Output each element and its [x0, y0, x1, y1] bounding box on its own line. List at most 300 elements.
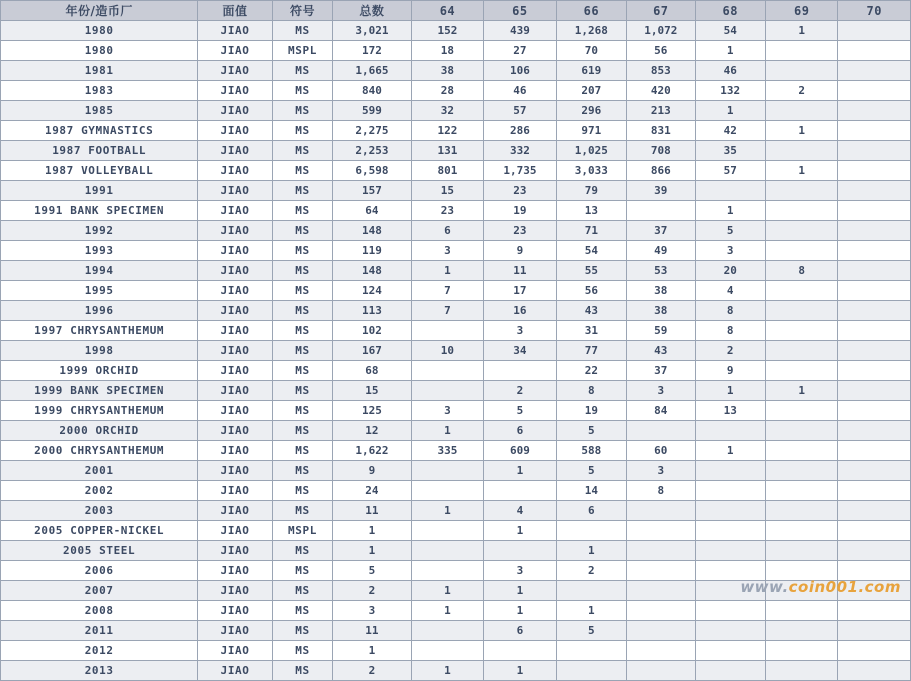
table-row[interactable]	[1, 621, 911, 641]
cell-g69: 1	[765, 21, 837, 41]
cell-g65: 1,735	[484, 161, 556, 181]
cell-g68: 35	[695, 141, 765, 161]
cell-g65: 23	[484, 221, 556, 241]
cell-symbol: MS	[272, 661, 332, 681]
cell-g65: 3	[484, 321, 556, 341]
cell-g64	[411, 621, 483, 641]
cell-denom: JIAO	[198, 601, 272, 621]
cell-year: 2011	[1, 621, 198, 641]
cell-g70	[838, 121, 911, 141]
cell-g68	[695, 581, 765, 601]
cell-g67: 59	[627, 321, 695, 341]
cell-g69	[765, 441, 837, 461]
table-header	[1, 1, 911, 21]
cell-g67: 37	[627, 221, 695, 241]
column-header-g65[interactable]: 65	[484, 1, 556, 21]
cell-symbol: MS	[272, 121, 332, 141]
cell-denom: JIAO	[198, 221, 272, 241]
cell-year: 1981	[1, 61, 198, 81]
cell-denom: JIAO	[198, 21, 272, 41]
cell-symbol: MS	[272, 461, 332, 481]
cell-g67: 43	[627, 341, 695, 361]
cell-g67	[627, 641, 695, 661]
cell-year: 1999 BANK SPECIMEN	[1, 381, 198, 401]
cell-g69	[765, 361, 837, 381]
cell-year: 1987 GYMNASTICS	[1, 121, 198, 141]
cell-g64: 1	[411, 581, 483, 601]
cell-symbol: MS	[272, 161, 332, 181]
cell-denom: JIAO	[198, 561, 272, 581]
table-row[interactable]	[1, 401, 911, 421]
cell-g70	[838, 61, 911, 81]
table-row[interactable]	[1, 141, 911, 161]
cell-g69	[765, 41, 837, 61]
table-row[interactable]	[1, 361, 911, 381]
cell-g64: 1	[411, 421, 483, 441]
cell-g69	[765, 61, 837, 81]
cell-symbol: MS	[272, 221, 332, 241]
table-row[interactable]	[1, 201, 911, 221]
cell-g64: 7	[411, 301, 483, 321]
cell-g69	[765, 301, 837, 321]
table-row[interactable]	[1, 581, 911, 601]
cell-g69	[765, 481, 837, 501]
cell-g64: 38	[411, 61, 483, 81]
watermark-brand: coin001	[788, 578, 859, 596]
table-row[interactable]	[1, 241, 911, 261]
cell-g69: 1	[765, 161, 837, 181]
column-header-g69[interactable]: 69	[765, 1, 837, 21]
cell-year: 2000 ORCHID	[1, 421, 198, 441]
cell-g64	[411, 641, 483, 661]
cell-g65	[484, 481, 556, 501]
cell-g67: 3	[627, 381, 695, 401]
table-row[interactable]	[1, 301, 911, 321]
cell-total: 15	[333, 381, 412, 401]
cell-g67: 53	[627, 261, 695, 281]
table-row[interactable]	[1, 261, 911, 281]
cell-denom: JIAO	[198, 541, 272, 561]
cell-g66: 1,025	[556, 141, 626, 161]
column-header-total[interactable]: 总数	[333, 1, 412, 21]
cell-g67: 3	[627, 461, 695, 481]
cell-g67: 60	[627, 441, 695, 461]
column-header-g64[interactable]: 64	[411, 1, 483, 21]
cell-g69	[765, 241, 837, 261]
cell-g66: 5	[556, 421, 626, 441]
cell-symbol: MS	[272, 201, 332, 221]
table-row[interactable]	[1, 661, 911, 681]
cell-denom: JIAO	[198, 301, 272, 321]
cell-g68: 2	[695, 341, 765, 361]
table-row[interactable]	[1, 541, 911, 561]
cell-g68	[695, 621, 765, 641]
cell-g70	[838, 381, 911, 401]
cell-symbol: MS	[272, 441, 332, 461]
cell-g70	[838, 201, 911, 221]
cell-g70	[838, 281, 911, 301]
cell-g65: 6	[484, 621, 556, 641]
cell-symbol: MS	[272, 641, 332, 661]
cell-g68: 1	[695, 201, 765, 221]
table-row[interactable]	[1, 121, 911, 141]
cell-year: 1983	[1, 81, 198, 101]
cell-year: 1991 BANK SPECIMEN	[1, 201, 198, 221]
cell-g68: 3	[695, 241, 765, 261]
cell-year: 1980	[1, 21, 198, 41]
cell-symbol: MS	[272, 281, 332, 301]
table-row[interactable]	[1, 221, 911, 241]
cell-g69	[765, 281, 837, 301]
cell-g68: 1	[695, 101, 765, 121]
table-row[interactable]	[1, 421, 911, 441]
table-body	[1, 21, 911, 681]
cell-year: 1994	[1, 261, 198, 281]
cell-g67: 708	[627, 141, 695, 161]
cell-g64: 152	[411, 21, 483, 41]
cell-g69	[765, 521, 837, 541]
cell-g67: 853	[627, 61, 695, 81]
cell-denom: JIAO	[198, 121, 272, 141]
cell-g66	[556, 581, 626, 601]
cell-denom: JIAO	[198, 501, 272, 521]
cell-g65: 6	[484, 421, 556, 441]
cell-total: 9	[333, 461, 412, 481]
cell-g68: 42	[695, 121, 765, 141]
cell-g68: 57	[695, 161, 765, 181]
cell-denom: JIAO	[198, 61, 272, 81]
cell-g70	[838, 421, 911, 441]
cell-year: 2005 STEEL	[1, 541, 198, 561]
cell-g65: 286	[484, 121, 556, 141]
table-row[interactable]	[1, 561, 911, 581]
cell-g65: 16	[484, 301, 556, 321]
cell-g66: 79	[556, 181, 626, 201]
cell-g64: 23	[411, 201, 483, 221]
cell-denom: JIAO	[198, 481, 272, 501]
cell-g70	[838, 441, 911, 461]
cell-g64	[411, 361, 483, 381]
cell-g64: 1	[411, 261, 483, 281]
cell-g70	[838, 481, 911, 501]
cell-g64	[411, 321, 483, 341]
cell-g67: 38	[627, 301, 695, 321]
cell-year: 2003	[1, 501, 198, 521]
cell-g64: 3	[411, 241, 483, 261]
cell-denom: JIAO	[198, 581, 272, 601]
cell-g66: 2	[556, 561, 626, 581]
cell-g66: 71	[556, 221, 626, 241]
cell-g67: 37	[627, 361, 695, 381]
table-row[interactable]	[1, 461, 911, 481]
cell-g69	[765, 341, 837, 361]
cell-g67: 1,072	[627, 21, 695, 41]
cell-g68	[695, 661, 765, 681]
cell-g64	[411, 521, 483, 541]
table-row[interactable]	[1, 21, 911, 41]
cell-g65: 1	[484, 521, 556, 541]
cell-denom: JIAO	[198, 41, 272, 61]
cell-g66: 5	[556, 621, 626, 641]
watermark-suffix: .com	[858, 578, 901, 596]
cell-g68: 46	[695, 61, 765, 81]
cell-g65: 23	[484, 181, 556, 201]
cell-g70	[838, 521, 911, 541]
cell-symbol: MS	[272, 601, 332, 621]
cell-g68: 1	[695, 381, 765, 401]
cell-g69	[765, 221, 837, 241]
cell-denom: JIAO	[198, 141, 272, 161]
cell-symbol: MS	[272, 301, 332, 321]
cell-g66: 14	[556, 481, 626, 501]
cell-g65: 46	[484, 81, 556, 101]
cell-year: 2007	[1, 581, 198, 601]
table-row[interactable]	[1, 481, 911, 501]
cell-symbol: MS	[272, 541, 332, 561]
cell-g65: 11	[484, 261, 556, 281]
cell-total: 11	[333, 621, 412, 641]
cell-denom: JIAO	[198, 441, 272, 461]
cell-total: 1	[333, 641, 412, 661]
cell-total: 1	[333, 541, 412, 561]
cell-g64	[411, 381, 483, 401]
cell-year: 2013	[1, 661, 198, 681]
cell-g69	[765, 181, 837, 201]
cell-total: 157	[333, 181, 412, 201]
cell-g67	[627, 621, 695, 641]
cell-year: 2012	[1, 641, 198, 661]
cell-g67	[627, 421, 695, 441]
cell-g70	[838, 341, 911, 361]
cell-g65: 1	[484, 601, 556, 621]
cell-g67: 56	[627, 41, 695, 61]
cell-total: 148	[333, 221, 412, 241]
cell-symbol: MS	[272, 141, 332, 161]
cell-year: 2005 COPPER-NICKEL	[1, 521, 198, 541]
cell-g67	[627, 541, 695, 561]
cell-g65	[484, 541, 556, 561]
cell-year: 2008	[1, 601, 198, 621]
cell-g66: 43	[556, 301, 626, 321]
cell-g66	[556, 661, 626, 681]
cell-denom: JIAO	[198, 421, 272, 441]
cell-g68: 8	[695, 321, 765, 341]
cell-g67	[627, 561, 695, 581]
cell-year: 1998	[1, 341, 198, 361]
cell-year: 1997 CHRYSANTHEMUM	[1, 321, 198, 341]
cell-total: 2	[333, 661, 412, 681]
cell-g64: 335	[411, 441, 483, 461]
table-row[interactable]	[1, 381, 911, 401]
cell-g66	[556, 521, 626, 541]
cell-g69: 1	[765, 381, 837, 401]
cell-year: 1992	[1, 221, 198, 241]
cell-total: 2,275	[333, 121, 412, 141]
cell-denom: JIAO	[198, 81, 272, 101]
table-row[interactable]	[1, 501, 911, 521]
cell-g67: 38	[627, 281, 695, 301]
cell-g66: 971	[556, 121, 626, 141]
cell-total: 6,598	[333, 161, 412, 181]
table-row[interactable]	[1, 341, 911, 361]
cell-g69	[765, 581, 837, 601]
column-header-denom[interactable]: 面值	[198, 1, 272, 21]
cell-g68: 13	[695, 401, 765, 421]
cell-year: 1996	[1, 301, 198, 321]
cell-denom: JIAO	[198, 241, 272, 261]
cell-g64: 18	[411, 41, 483, 61]
cell-g67	[627, 521, 695, 541]
column-header-g66[interactable]: 66	[556, 1, 626, 21]
cell-year: 1987 VOLLEYBALL	[1, 161, 198, 181]
cell-symbol: MS	[272, 181, 332, 201]
cell-year: 1980	[1, 41, 198, 61]
table-row[interactable]	[1, 81, 911, 101]
cell-denom: JIAO	[198, 621, 272, 641]
column-header-g68[interactable]: 68	[695, 1, 765, 21]
cell-symbol: MS	[272, 401, 332, 421]
cell-symbol: MS	[272, 261, 332, 281]
cell-total: 167	[333, 341, 412, 361]
cell-total: 3,021	[333, 21, 412, 41]
cell-g68	[695, 421, 765, 441]
cell-symbol: MS	[272, 481, 332, 501]
cell-year: 1991	[1, 181, 198, 201]
cell-total: 599	[333, 101, 412, 121]
cell-g68: 5	[695, 221, 765, 241]
cell-denom: JIAO	[198, 321, 272, 341]
cell-g70	[838, 561, 911, 581]
cell-g70	[838, 41, 911, 61]
cell-g70	[838, 81, 911, 101]
cell-g70	[838, 141, 911, 161]
cell-g65: 19	[484, 201, 556, 221]
cell-g64: 7	[411, 281, 483, 301]
cell-g64: 122	[411, 121, 483, 141]
cell-g67: 420	[627, 81, 695, 101]
cell-g70	[838, 501, 911, 521]
table-row[interactable]	[1, 441, 911, 461]
cell-g65: 439	[484, 21, 556, 41]
cell-g66: 19	[556, 401, 626, 421]
cell-g68: 1	[695, 41, 765, 61]
cell-year: 1987 FOOTBALL	[1, 141, 198, 161]
cell-g66: 588	[556, 441, 626, 461]
cell-symbol: MS	[272, 621, 332, 641]
table-row[interactable]	[1, 101, 911, 121]
cell-g64: 1	[411, 501, 483, 521]
cell-total: 2	[333, 581, 412, 601]
column-header-g67[interactable]: 67	[627, 1, 695, 21]
cell-g67	[627, 501, 695, 521]
cell-symbol: MS	[272, 421, 332, 441]
cell-g66: 619	[556, 61, 626, 81]
cell-total: 102	[333, 321, 412, 341]
table-row[interactable]	[1, 61, 911, 81]
column-header-symbol[interactable]: 符号	[272, 1, 332, 21]
cell-g70	[838, 541, 911, 561]
cell-symbol: MS	[272, 321, 332, 341]
cell-g70	[838, 641, 911, 661]
cell-g69	[765, 141, 837, 161]
cell-g70	[838, 161, 911, 181]
cell-g67	[627, 581, 695, 601]
cell-total: 119	[333, 241, 412, 261]
cell-denom: JIAO	[198, 281, 272, 301]
cell-g65: 609	[484, 441, 556, 461]
cell-symbol: MS	[272, 101, 332, 121]
cell-year: 2000 CHRYSANTHEMUM	[1, 441, 198, 461]
table-row[interactable]	[1, 521, 911, 541]
cell-g68: 1	[695, 441, 765, 461]
column-header-g70[interactable]: 70	[838, 1, 911, 21]
cell-g69: 8	[765, 261, 837, 281]
cell-g68	[695, 181, 765, 201]
cell-g64: 1	[411, 661, 483, 681]
cell-year: 1993	[1, 241, 198, 261]
cell-total: 64	[333, 201, 412, 221]
cell-total: 172	[333, 41, 412, 61]
cell-denom: JIAO	[198, 181, 272, 201]
cell-g65: 1	[484, 581, 556, 601]
table-row[interactable]	[1, 181, 911, 201]
cell-g65	[484, 361, 556, 381]
cell-g65: 27	[484, 41, 556, 61]
cell-g66: 13	[556, 201, 626, 221]
cell-total: 1	[333, 521, 412, 541]
cell-g69	[765, 101, 837, 121]
cell-g64	[411, 541, 483, 561]
cell-g67: 39	[627, 181, 695, 201]
cell-g64	[411, 561, 483, 581]
cell-g64: 1	[411, 601, 483, 621]
column-header-year[interactable]: 年份/造币厂	[1, 1, 198, 21]
cell-g68	[695, 521, 765, 541]
cell-symbol: MS	[272, 501, 332, 521]
cell-g66: 56	[556, 281, 626, 301]
cell-g66: 3,033	[556, 161, 626, 181]
table-header-row	[1, 1, 911, 21]
cell-g66: 1	[556, 541, 626, 561]
cell-g68	[695, 641, 765, 661]
cell-g67: 831	[627, 121, 695, 141]
cell-year: 1995	[1, 281, 198, 301]
cell-total: 68	[333, 361, 412, 381]
cell-g69	[765, 321, 837, 341]
table-row[interactable]	[1, 641, 911, 661]
cell-symbol: MS	[272, 561, 332, 581]
cell-g68	[695, 481, 765, 501]
table-row[interactable]	[1, 281, 911, 301]
cell-total: 24	[333, 481, 412, 501]
cell-g69	[765, 561, 837, 581]
cell-g69	[765, 661, 837, 681]
cell-g68	[695, 461, 765, 481]
cell-g69	[765, 201, 837, 221]
cell-g70	[838, 241, 911, 261]
cell-g65: 34	[484, 341, 556, 361]
table-row[interactable]	[1, 161, 911, 181]
cell-g65: 57	[484, 101, 556, 121]
cell-denom: JIAO	[198, 161, 272, 181]
cell-g67: 49	[627, 241, 695, 261]
cell-denom: JIAO	[198, 381, 272, 401]
cell-year: 1985	[1, 101, 198, 121]
table-row[interactable]	[1, 321, 911, 341]
cell-g70	[838, 21, 911, 41]
cell-g66: 8	[556, 381, 626, 401]
table-row[interactable]	[1, 41, 911, 61]
